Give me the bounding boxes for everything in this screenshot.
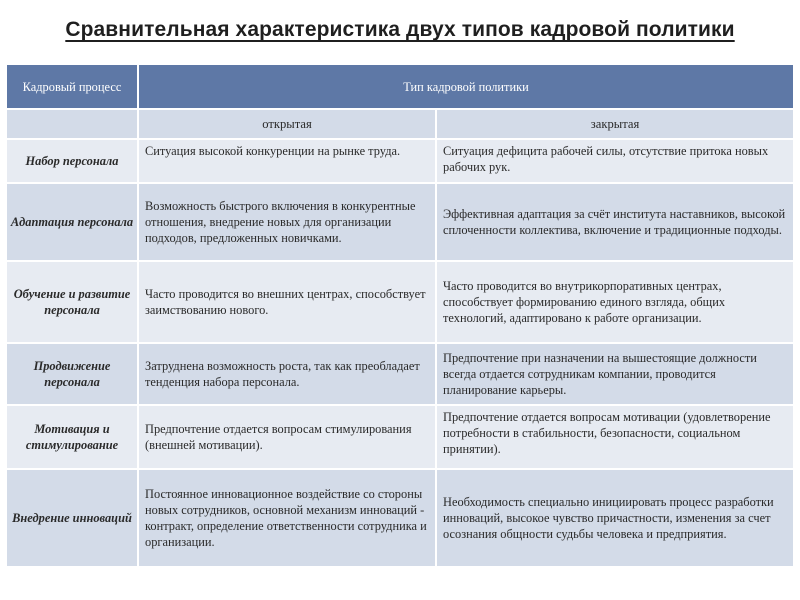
row-open-cell: Затруднена возможность роста, так как преобладает тенденция набора персонала.	[139, 344, 435, 404]
page-title: Сравнительная характеристика двух типов кадровой политики	[65, 18, 735, 41]
header-open: открытая	[139, 110, 435, 138]
row-process-label: Продвижение персонала	[7, 344, 137, 404]
row-open-cell: Ситуация высокой конкуренции на рынке труда.	[139, 140, 435, 182]
table-row	[7, 406, 793, 468]
row-open-cell: Возможность быстрого включения в конкурентные отношения, внедрение новых для организации подходов, предложенных новичками.	[139, 184, 435, 260]
table-row	[7, 262, 793, 342]
row-closed-cell: Ситуация дефицита рабочей силы, отсутствие притока новых рабочих рук.	[437, 140, 793, 182]
table-row	[7, 140, 793, 182]
row-open-cell: Постоянное инновационное воздействие со стороны новых сотрудников, основной механизм инноваций - контракт, определение ответственности сотрудника и организации.	[139, 470, 435, 566]
row-closed-cell: Эффективная адаптация за счёт института наставников, высокой сплоченности коллектива, включение и традиционные подходы.	[437, 184, 793, 260]
row-closed-cell: Предпочтение при назначении на вышестоящие должности всегда отдается сотрудникам компании, проводится планирование карьеры.	[437, 344, 793, 404]
row-open-cell: Предпочтение отдается вопросам стимулирования (внешней мотивации).	[139, 406, 435, 468]
table-row	[7, 470, 793, 566]
header-closed: закрытая	[437, 110, 793, 138]
header-policy-type: Тип кадровой политики	[139, 65, 793, 108]
row-open-cell: Часто проводится во внешних центрах, способствует заимствованию нового.	[139, 262, 435, 342]
row-process-label: Внедрение инноваций	[7, 470, 137, 566]
table-row	[7, 344, 793, 404]
row-process-label: Мотивация и стимулирование	[7, 406, 137, 468]
header-process: Кадровый процесс	[7, 65, 137, 108]
row-closed-cell: Часто проводится во внутрикорпоративных центрах, способствует формированию единого взгляда, общих технологий, адаптировано к работе организации.	[437, 262, 793, 342]
row-process-label: Адаптация персонала	[7, 184, 137, 260]
row-closed-cell: Предпочтение отдается вопросам мотивации (удовлетворение потребности в стабильности, безопасности, социальном принятии).	[437, 406, 793, 468]
comparison-table	[5, 63, 795, 568]
row-closed-cell: Необходимость специально инициировать процесс разработки инноваций, высокое чувство причастности, изменения за счет осознания общности судьбы человека и предприятия.	[437, 470, 793, 566]
row-process-label: Набор персонала	[7, 140, 137, 182]
header-blank-cell	[7, 110, 137, 138]
row-process-label: Обучение и развитие персонала	[7, 262, 137, 342]
table-row	[7, 184, 793, 260]
